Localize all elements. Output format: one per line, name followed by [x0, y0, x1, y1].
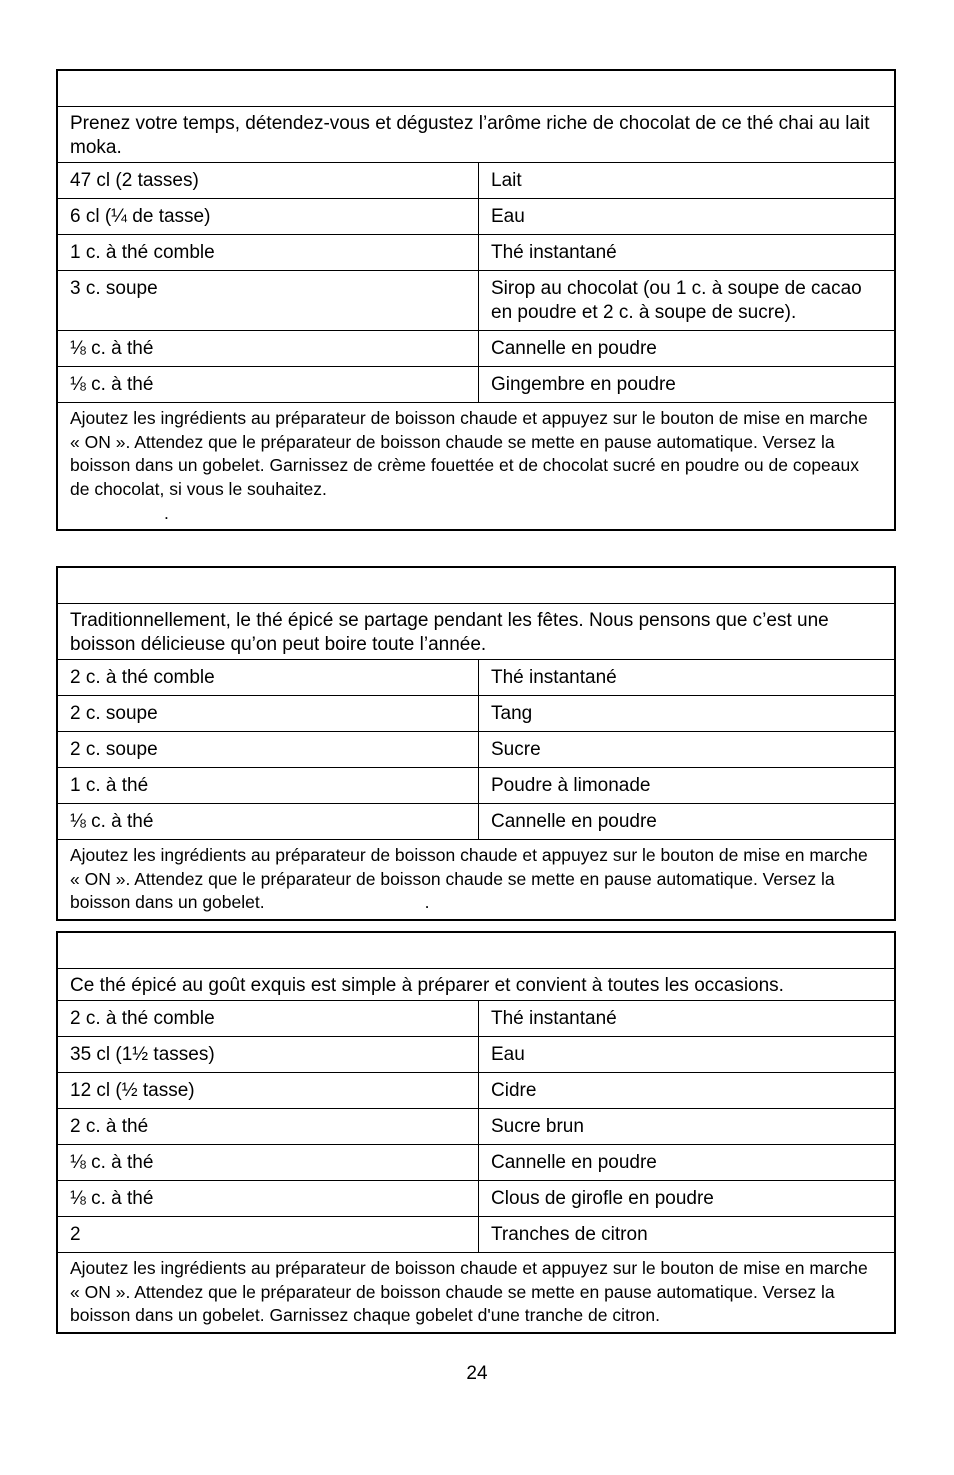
instructions-trailing-mark: . [424, 892, 430, 912]
ingredient-row [58, 660, 894, 696]
ingredient-cell: Eau [491, 1044, 525, 1065]
quantity-cell: ⅛ c. à thé [58, 804, 479, 839]
ingredient-cell: Tranches de citron [491, 1224, 648, 1245]
ingredient-row [58, 271, 894, 331]
ingredient-cell: Thé instantané [491, 1008, 617, 1029]
quantity-cell: 1 c. à thé [58, 768, 479, 803]
quantity-cell: 2 c. à thé comble [58, 1001, 479, 1036]
ingredient-cell: Sucre brun [491, 1116, 584, 1137]
recipe-intro: Prenez votre temps, détendez-vous et dégustez l’arôme riche de chocolat de ce thé chai au lait moka. [58, 107, 894, 163]
ingredient-cell: Thé instantané [491, 667, 617, 688]
ingredient-row [58, 1181, 894, 1217]
ingredient-row [58, 1073, 894, 1109]
quantity-cell: 3 c. soupe [58, 271, 479, 330]
ingredient-cell: Cidre [491, 1080, 537, 1101]
recipe-table-2 [56, 566, 896, 921]
quantity-cell: 35 cl (1½ tasses) [58, 1037, 479, 1072]
instructions-trailing-mark: . [164, 503, 169, 523]
ingredient-cell: Cannelle en poudre [491, 338, 657, 359]
instructions-text: Ajoutez les ingrédients au préparateur de boisson chaude et appuyez sur le bouton de mise en marche « ON ». Attendez que le préparateur de boisson chaude se mette en pause automatique. Versez la boisson dans un gobelet. Garnissez de crème fouettée et de chocolat sucré en poudre ou de copeaux de chocolat, si vous le souhaitez. [70, 408, 868, 499]
recipe-title [58, 933, 894, 969]
page-number: 24 [466, 1363, 488, 1384]
ingredient-cell: Clous de girofle en poudre [491, 1188, 714, 1209]
ingredient-row [58, 768, 894, 804]
recipe-table-3 [56, 931, 896, 1334]
ingredient-cell: Poudre à limonade [491, 775, 651, 796]
ingredient-cell: Thé instantané [491, 242, 617, 263]
recipe-title [58, 568, 894, 604]
ingredient-cell: Lait [491, 170, 522, 191]
quantity-cell: 2 c. soupe [58, 732, 479, 767]
ingredient-cell: Sucre [491, 739, 541, 760]
ingredient-row [58, 1037, 894, 1073]
ingredient-row [58, 163, 894, 199]
quantity-cell: ⅛ c. à thé [58, 1181, 479, 1216]
ingredient-cell: Cannelle en poudre [491, 1152, 657, 1173]
ingredient-row [58, 1109, 894, 1145]
quantity-cell: 2 c. soupe [58, 696, 479, 731]
ingredient-cell: Tang [491, 703, 533, 724]
ingredient-cell: Cannelle en poudre [491, 811, 657, 832]
ingredient-row [58, 732, 894, 768]
quantity-cell: 47 cl (2 tasses) [58, 163, 479, 198]
recipe-table-1 [56, 69, 896, 531]
ingredient-row [58, 367, 894, 403]
ingredient-cell: Eau [491, 206, 525, 227]
ingredient-row [58, 804, 894, 840]
ingredient-row [58, 235, 894, 271]
ingredient-row [58, 199, 894, 235]
recipe-title [58, 71, 894, 107]
quantity-cell: 6 cl (¼ de tasse) [58, 199, 479, 234]
ingredient-cell: Gingembre en poudre [491, 374, 676, 395]
ingredient-row [58, 696, 894, 732]
quantity-cell: 2 [58, 1217, 479, 1252]
quantity-cell: ⅛ c. à thé [58, 367, 479, 402]
recipe-instructions [58, 840, 894, 919]
quantity-cell: 12 cl (½ tasse) [58, 1073, 479, 1108]
ingredient-row [58, 1001, 894, 1037]
instructions-text: Ajoutez les ingrédients au préparateur de boisson chaude et appuyez sur le bouton de mise en marche « ON ». Attendez que le préparateur de boisson chaude se mette en pause automatique. Versez la boisson dans un gobelet. Garnissez chaque gobelet d'une tranche de citron. [70, 1258, 868, 1325]
ingredient-row [58, 1217, 894, 1253]
ingredient-row [58, 331, 894, 367]
instructions-text: Ajoutez les ingrédients au préparateur de boisson chaude et appuyez sur le bouton de mise en marche « ON ». Attendez que le préparateur de boisson chaude se mette en pause automatique. Versez la boisson dans un gobelet. [70, 845, 868, 912]
recipe-intro: Ce thé épicé au goût exquis est simple à préparer et convient à toutes les occasions. [58, 969, 894, 1001]
quantity-cell: 2 c. à thé comble [58, 660, 479, 695]
recipe-instructions [58, 1253, 894, 1332]
recipe-intro: Traditionnellement, le thé épicé se partage pendant les fêtes. Nous pensons que c’est une boisson délicieuse qu’on peut boire toute l’année. [58, 604, 894, 660]
quantity-cell: ⅛ c. à thé [58, 1145, 479, 1180]
ingredient-cell: Sirop au chocolat (ou 1 c. à soupe de cacao en poudre et 2 c. à soupe de sucre). [491, 278, 862, 323]
quantity-cell: 1 c. à thé comble [58, 235, 479, 270]
quantity-cell: 2 c. à thé [58, 1109, 479, 1144]
quantity-cell: ⅛ c. à thé [58, 331, 479, 366]
recipe-instructions [58, 403, 894, 529]
ingredient-row [58, 1145, 894, 1181]
